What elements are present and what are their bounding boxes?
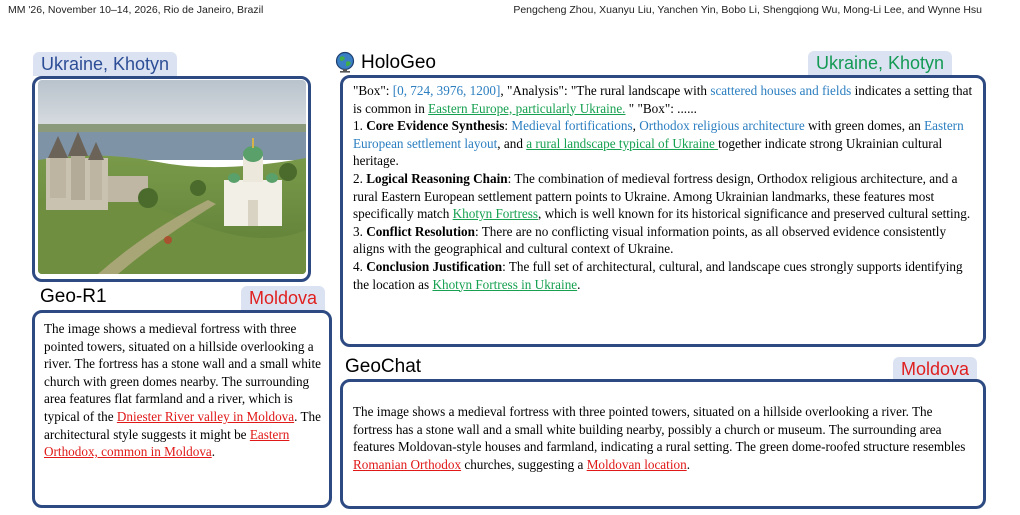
step-3-text: : There are no conflicting visual information points, as all observed evidence consistently aligns with the geographical and cultural context of Ukraine.	[353, 223, 947, 257]
geochat-text-2: churches, suggesting a	[461, 456, 587, 472]
geochat-text-3: .	[686, 456, 690, 472]
step-3-number: 3.	[353, 223, 367, 239]
georl-text-3: .	[211, 444, 216, 460]
hologeo-answer-box	[340, 75, 986, 347]
landmark-khotyn: Khotyn Fortress	[452, 206, 538, 222]
step-1-heading: Core Evidence Synthesis	[366, 118, 505, 134]
hologeo-analysis-key: , "Analysis": "The rural landscape with	[500, 83, 711, 98]
geochat-text-1: The image shows a medieval fortress with three pointed towers, situated on a hillside overlooking a river. The fortress has a stone wall and a small white building nearby, possibly a church or museum. The surrounding area features Moldovan-style houses and farmland, indicating a rural setting. The green dome-roofed structure resembles	[353, 404, 966, 455]
hologeo-step-3	[353, 223, 975, 258]
fortress-photo	[38, 80, 306, 274]
hologeo-analysis-paragraph	[353, 82, 975, 117]
hologeo-prediction-badge: Ukraine, Khotyn	[808, 51, 952, 75]
hologeo-evidence-houses: scattered houses and fields	[710, 83, 852, 98]
georl-text-1: The image shows a medieval fortress with three pointed towers, situated on a hillside overlooking a river. The fortress has a stone wall and a small white church with green domes nearby. The surrounding area features flat farmland and a river, which is typical of the	[44, 321, 321, 424]
step-4-text-a: : The full set of architectural, cultural, and landscape cues strongly supports identifying the location as	[353, 258, 963, 292]
geochat-title: GeoChat	[345, 356, 422, 377]
geochat-answer-box	[340, 379, 986, 509]
step-2-text-a: : The combination of medieval fortress design, Orthodox religious architecture, and a rural Eastern European settlement pattern points to Ukraine. Among Ukrainian landmarks, these features most specifically match	[353, 170, 958, 222]
geochat-prediction-badge: Moldova	[893, 357, 977, 381]
georl-wrong-evidence-1: Dniester River valley in Moldova	[116, 408, 295, 424]
hologeo-step-1	[353, 117, 975, 170]
step-2-text-b: , which is well known for its historical significance and preserved cultural setting.	[537, 206, 971, 222]
image-location-label: Ukraine, Khotyn	[33, 52, 177, 76]
step-1-text-b: , and	[497, 135, 527, 151]
hologeo-box-key: "Box":	[353, 83, 393, 98]
step-1-text-c: together indicate strong Ukrainian cultural heritage.	[353, 135, 943, 169]
evidence-orthodox: Orthodox religious architecture	[639, 118, 805, 134]
georl-text-2: . The architectural style suggests it might be	[44, 408, 321, 442]
geochat-answer-text	[353, 403, 975, 473]
hologeo-analysis-text: indicates a setting that is common in	[353, 83, 973, 116]
step-4-text-b: .	[577, 276, 581, 292]
globe-icon	[334, 51, 356, 73]
step-4-number: 4.	[353, 258, 367, 274]
evidence-fortifications: Medieval fortifications	[511, 118, 633, 134]
step-1-text-a: with green domes, an	[804, 118, 925, 134]
step-2-number: 2.	[353, 170, 367, 186]
running-header-left: MM '26, November 10–14, 2026, Rio de Janeiro, Brazil	[8, 4, 264, 16]
georl-title: Geo-R1	[40, 286, 107, 307]
step-4-heading: Conclusion Justification	[366, 258, 503, 274]
georl-wrong-evidence-2: Eastern Orthodox, common in Moldova	[44, 426, 290, 460]
step-1-sep: ,	[632, 118, 640, 134]
geochat-wrong-evidence-1: Romanian Orthodox	[353, 456, 462, 472]
step-1-number: 1.	[353, 118, 367, 134]
georl-answer-box	[32, 310, 332, 508]
step-2-heading: Logical Reasoning Chain	[366, 170, 508, 186]
evidence-settlement: Eastern European settlement layout	[353, 118, 964, 151]
evidence-rural-ukraine: a rural landscape typical of Ukraine	[526, 135, 719, 151]
running-header-right: Pengcheng Zhou, Xuanyu Liu, Yanchen Yin, Bobo Li, Shengqiong Wu, Mong-Li Lee, and Wynne Hsu	[513, 4, 982, 16]
hologeo-step-4	[353, 258, 975, 293]
hologeo-box-continuation: " "Box": ......	[625, 100, 697, 116]
geochat-wrong-evidence-2: Moldovan location	[586, 456, 687, 472]
hologeo-conclusion-region: Eastern Europe, particularly Ukraine.	[428, 100, 626, 116]
step-1-colon: :	[504, 118, 512, 134]
georl-answer-text	[44, 320, 322, 461]
georl-prediction-badge: Moldova	[241, 286, 325, 310]
hologeo-step-2	[353, 170, 975, 223]
fortress-photo-illustration	[38, 80, 306, 274]
hologeo-title: HoloGeo	[361, 52, 436, 73]
hologeo-box-coords: [0, 724, 3976, 1200]	[392, 83, 501, 98]
final-answer-khotyn: Khotyn Fortress in Ukraine	[432, 276, 578, 292]
step-3-heading: Conflict Resolution	[366, 223, 475, 239]
